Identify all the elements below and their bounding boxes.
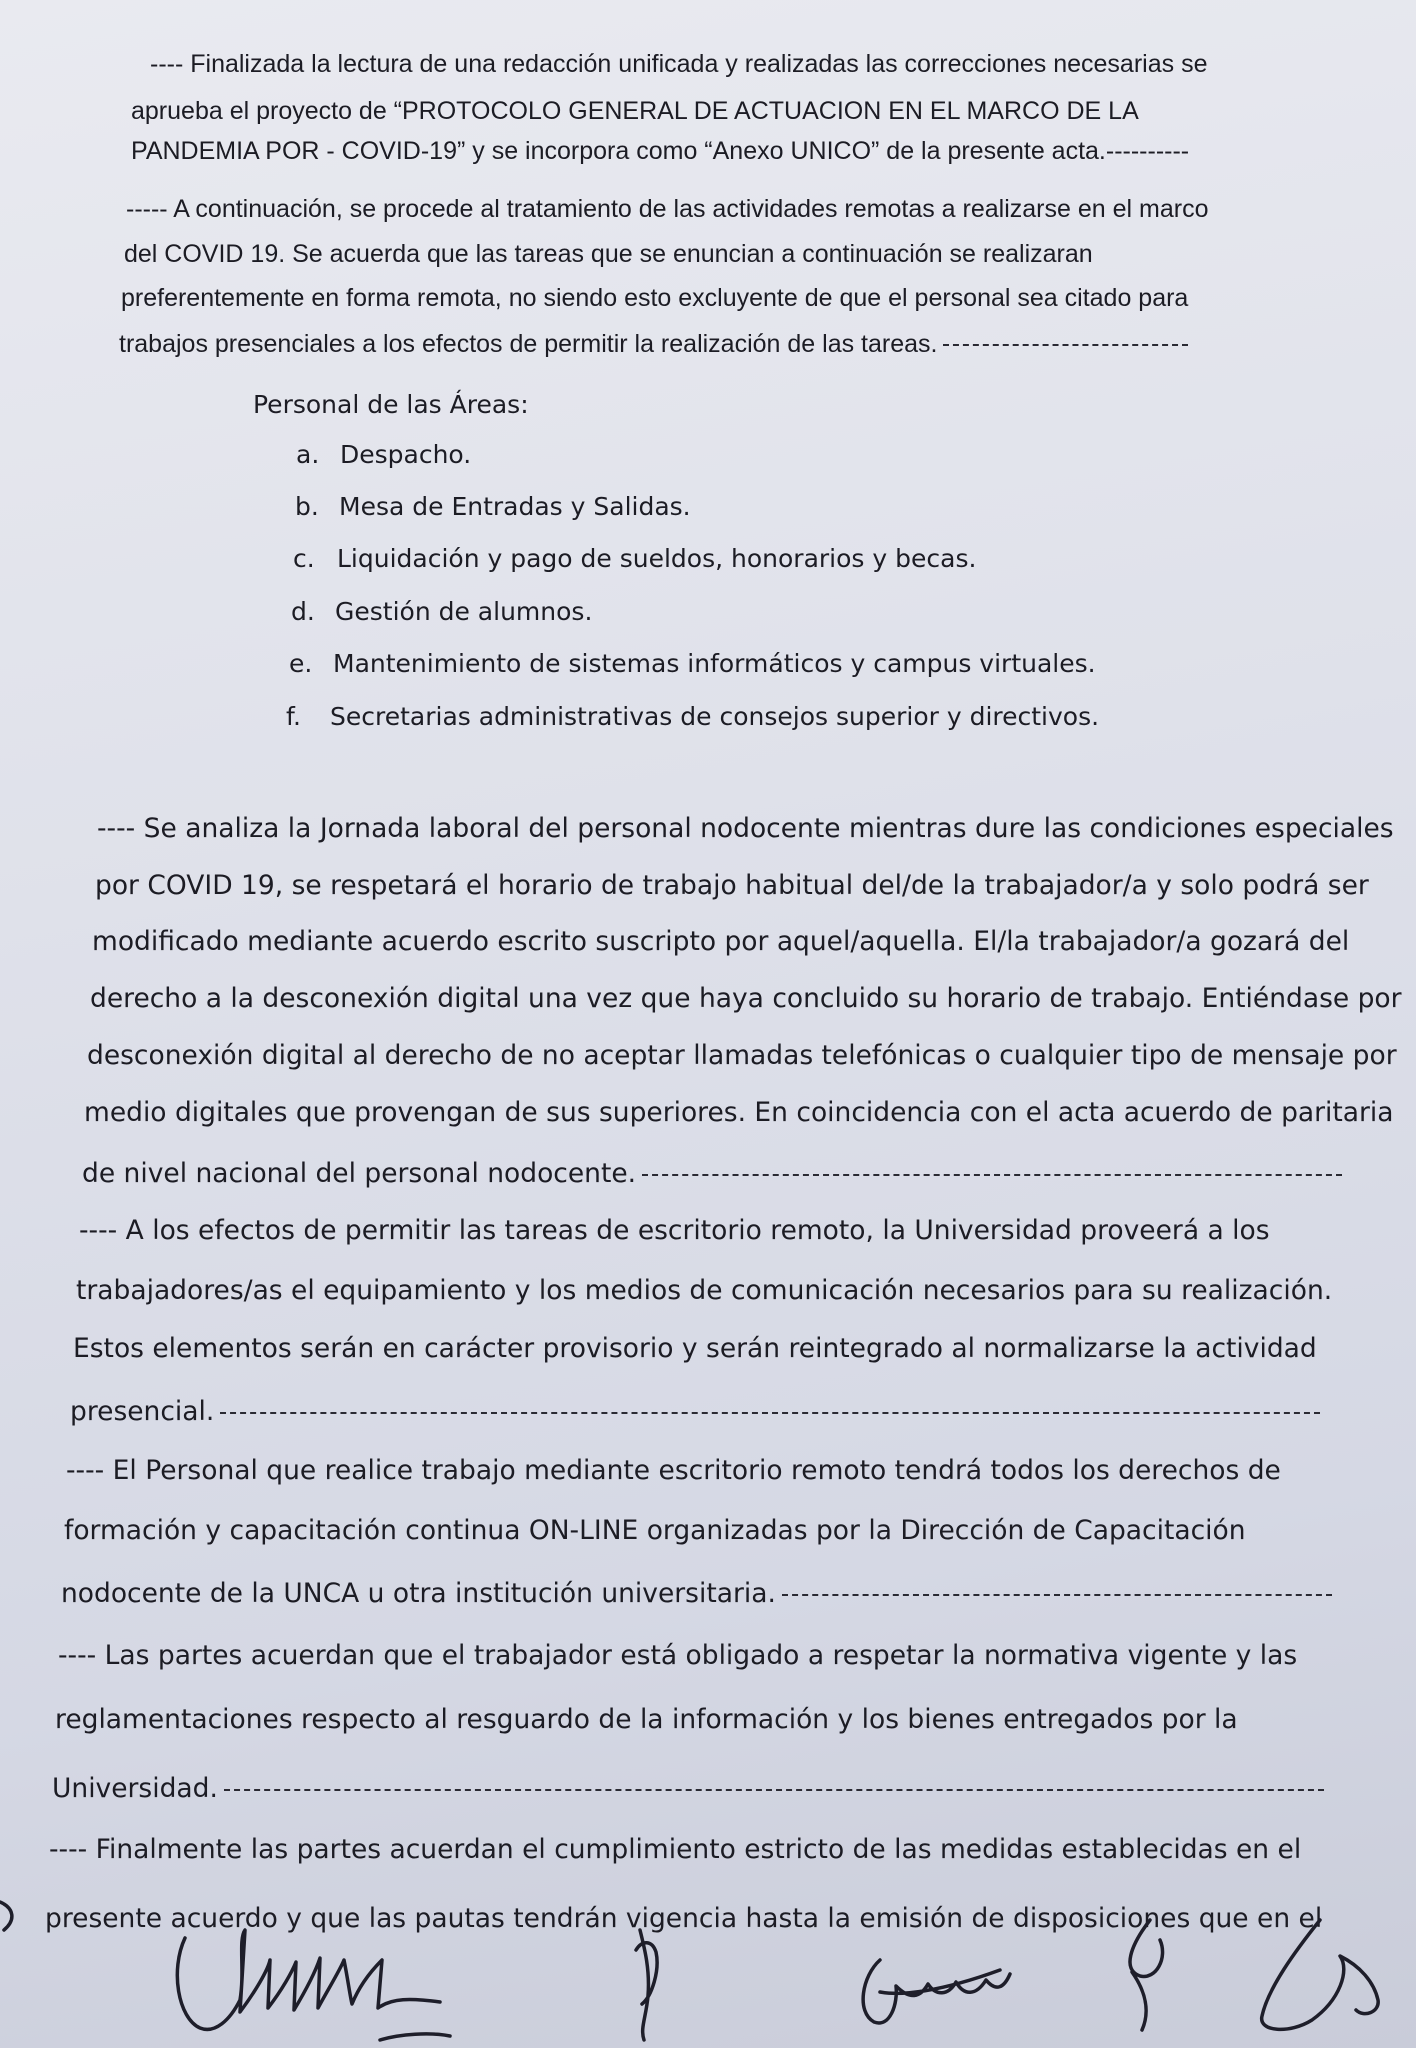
- list-item: [293, 544, 976, 573]
- text-line: ---- Finalmente las partes acuerdan el cumplimiento estricto de las medidas establecidas en el: [49, 1834, 1302, 1865]
- list-text: Mesa de Entradas y Salidas.: [339, 492, 691, 521]
- list-letter: a.: [296, 440, 320, 469]
- text-line: [119, 330, 1188, 359]
- text-line: [52, 1773, 1324, 1804]
- text-line: Estos elementos serán en carácter provisorio y serán reintegrado al normalizarse la actividad: [73, 1333, 1317, 1364]
- text-line: ---- El Personal que realice trabajo mediante escritorio remoto tendrá todos los derechos de: [66, 1455, 1281, 1486]
- list-item: [296, 440, 471, 469]
- text-line: desconexión digital al derecho de no aceptar llamadas telefónicas o cualquier tipo de mensaje por: [87, 1040, 1397, 1071]
- text-line: PANDEMIA POR - COVID-19” y se incorpora como “Anexo UNICO” de la presente acta.----------: [131, 137, 1190, 165]
- areas-title: Personal de las Áreas:: [253, 390, 529, 419]
- fill-dashes: [943, 344, 1188, 346]
- signature-4: [1130, 1920, 1163, 2030]
- text-line: del COVID 19. Se acuerda que las tareas que se enuncian a continuación se realizaran: [124, 240, 1093, 268]
- text-line: presente acuerdo y que las pautas tendrán vigencia hasta la emisión de disposiciones que en el: [45, 1903, 1323, 1934]
- text-line: ---- Se analiza la Jornada laboral del personal nodocente mientras dure las condiciones especiales: [97, 813, 1394, 844]
- list-item: [295, 492, 691, 521]
- text-line: trabajadores/as el equipamiento y los medios de comunicación necesarios para su realización.: [76, 1275, 1333, 1306]
- signature-2: [636, 1930, 657, 2040]
- fill-dashes: [642, 1174, 1342, 1176]
- list-letter: d.: [291, 597, 315, 626]
- page-edge-mark: [0, 1902, 12, 1930]
- list-text: Gestión de alumnos.: [335, 597, 593, 626]
- text-line-content: presencial.: [70, 1396, 215, 1427]
- text-line: [82, 1158, 1342, 1189]
- signatures: [0, 1900, 1416, 2048]
- fill-dashes: [782, 1594, 1332, 1596]
- fill-dashes: [224, 1789, 1324, 1791]
- signature-3: [863, 1960, 1010, 2023]
- list-item: [291, 597, 592, 626]
- list-text: Despacho.: [340, 440, 472, 469]
- text-line: modificado mediante acuerdo escrito suscripto por aquel/aquella. El/la trabajador/a gozará del: [92, 926, 1350, 957]
- signature-5: [1262, 1920, 1379, 2029]
- text-line: formación y capacitación continua ON-LINE organizadas por la Dirección de Capacitación: [64, 1515, 1246, 1546]
- text-line: ---- A los efectos de permitir las tareas de escritorio remoto, la Universidad proveerá a los: [79, 1215, 1270, 1246]
- text-line-content: trabajos presenciales a los efectos de permitir la realización de las tareas.: [119, 330, 938, 358]
- text-line: ----- A continuación, se procede al tratamiento de las actividades remotas a realizarse en el marco: [126, 195, 1209, 223]
- text-line: por COVID 19, se respetará el horario de trabajo habitual del/de la trabajador/a y solo podrá ser: [95, 870, 1369, 901]
- signature-1: [177, 1930, 440, 2029]
- text-line: aprueba el proyecto de “PROTOCOLO GENERAL DE ACTUACION EN EL MARCO DE LA: [131, 97, 1139, 125]
- list-text: Secretarias administrativas de consejos superior y directivos.: [330, 702, 1100, 731]
- text-line: ---- Las partes acuerdan que el trabajador está obligado a respetar la normativa vigente y las: [58, 1640, 1298, 1671]
- list-letter: f.: [286, 702, 301, 731]
- list-letter: c.: [293, 544, 315, 573]
- text-line-content: Universidad.: [52, 1773, 218, 1804]
- list-item: [286, 702, 1099, 731]
- text-line: medio digitales que provengan de sus superiores. En coincidencia con el acta acuerdo de paritaria: [84, 1097, 1394, 1128]
- text-line: derecho a la desconexión digital una vez que haya concluido su horario de trabajo. Entiéndase por: [90, 983, 1402, 1014]
- text-line: [70, 1396, 1320, 1427]
- signature-1-underline: [380, 2034, 450, 2040]
- list-item: [289, 649, 1096, 678]
- list-text: Mantenimiento de sistemas informáticos y campus virtuales.: [333, 649, 1096, 678]
- fill-dashes: [220, 1412, 1320, 1414]
- text-line-content: nodocente de la UNCA u otra institución universitaria.: [61, 1578, 776, 1609]
- text-line: [61, 1578, 1332, 1609]
- text-line: reglamentaciones respecto al resguardo de la información y los bienes entregados por la: [55, 1704, 1238, 1735]
- list-letter: e.: [289, 649, 313, 678]
- text-line: preferentemente en forma remota, no siendo esto excluyente de que el personal sea citado para: [121, 284, 1189, 312]
- text-line: ---- Finalizada la lectura de una redacción unificada y realizadas las correcciones necesarias se: [150, 50, 1208, 78]
- list-letter: b.: [295, 492, 319, 521]
- list-text: Liquidación y pago de sueldos, honorarios y becas.: [337, 544, 977, 573]
- text-line-content: de nivel nacional del personal nodocente.: [82, 1158, 637, 1189]
